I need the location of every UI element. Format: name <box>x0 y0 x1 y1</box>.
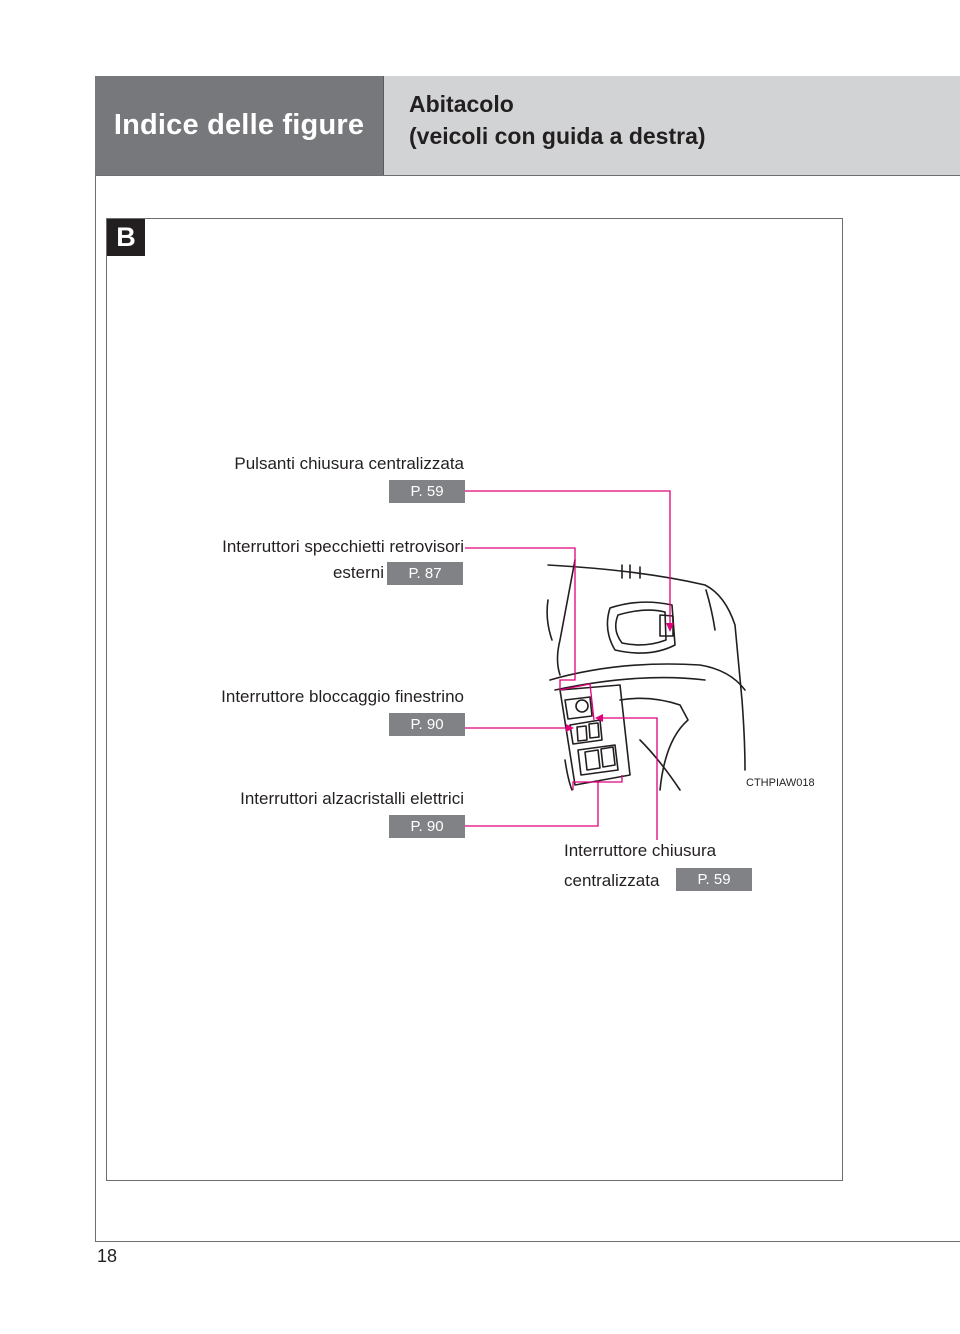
section-title: Indice delle figure <box>113 109 365 141</box>
callout-label-door-lock-buttons: Pulsanti chiusura centralizzata <box>234 454 464 473</box>
ref-badge-door-lock-buttons[interactable]: P. 59 <box>389 480 465 503</box>
ref-badge-central-lock-switch[interactable]: P. 59 <box>676 868 752 891</box>
ref-badge-window-lock-switch[interactable]: P. 90 <box>389 713 465 736</box>
callout-label-mirror-switches-line1: Interruttori specchietti retrovisori <box>222 537 464 556</box>
callout-label-power-window-switches: Interruttori alzacristalli elettrici <box>240 789 464 808</box>
figure-code: CTHPIAW018 <box>746 777 815 789</box>
subtitle-line-1: Abitacolo <box>409 91 514 117</box>
callout-label-central-lock-switch-line1: Interruttore chiusura <box>564 841 717 860</box>
callout-label-mirror-switches-line2: esterni <box>332 563 384 582</box>
callout-label-window-lock-switch: Interruttore bloccaggio finestrino <box>221 687 464 706</box>
ref-badge-mirror-switches[interactable]: P. 87 <box>387 562 463 585</box>
page-number: 18 <box>97 1246 118 1266</box>
panel-badge: B <box>107 219 145 256</box>
subtitle-line-2: (veicoli con guida a destra) <box>409 123 706 149</box>
ref-badge-power-window-switches[interactable]: P. 90 <box>389 815 465 838</box>
callout-label-central-lock-switch-line2: centralizzata <box>564 871 660 890</box>
